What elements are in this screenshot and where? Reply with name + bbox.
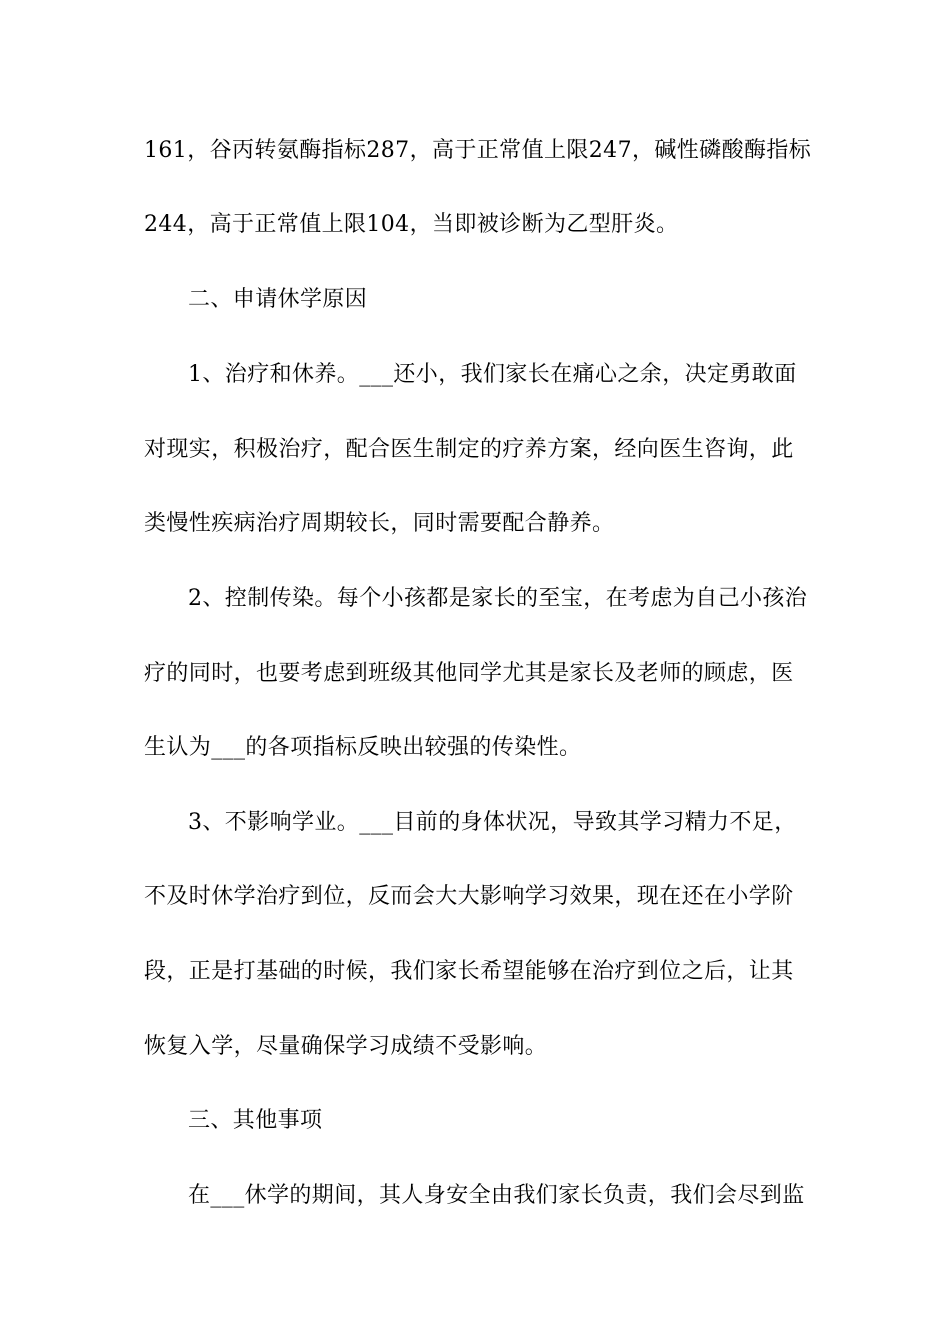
section-heading: 三、其他事项 — [188, 1108, 323, 1133]
paragraph-line: 类慢性疾病治疗周期较长，同时需要配合静养。 — [144, 511, 615, 536]
paragraph-line: 段，正是打基础的时候，我们家长希望能够在治疗到位之后，让其 — [144, 959, 794, 984]
paragraph-line: 在___休学的期间，其人身安全由我们家长负责，我们会尽到监 — [188, 1183, 805, 1208]
paragraph-line: 1、治疗和休养。___还小，我们家长在痛心之余，决定勇敢面 — [188, 362, 797, 387]
paragraph-line: 不及时休学治疗到位，反而会大大影响学习效果，现在还在小学阶 — [144, 884, 794, 909]
section-heading: 二、申请休学原因 — [188, 287, 368, 312]
paragraph-line: 3、不影响学业。___目前的身体状况，导致其学习精力不足， — [188, 810, 797, 835]
paragraph-line: 恢复入学，尽量确保学习成绩不受影响。 — [144, 1034, 548, 1059]
paragraph-line: 生认为___的各项指标反映出较强的传染性。 — [144, 735, 582, 760]
paragraph-line: 疗的同时，也要考虑到班级其他同学尤其是家长及老师的顾虑，医 — [144, 661, 794, 686]
paragraph-line: 2、控制传染。每个小孩都是家长的至宝，在考虑为自己小孩治 — [188, 586, 808, 611]
paragraph-line: 161，谷丙转氨酶指标287，高于正常值上限247，碱性磷酸酶指标 — [144, 138, 812, 163]
paragraph-line: 244，高于正常值上限104，当即被诊断为乙型肝炎。 — [144, 212, 679, 237]
paragraph-line: 对现实，积极治疗，配合医生制定的疗养方案，经向医生咨询，此 — [144, 437, 794, 462]
